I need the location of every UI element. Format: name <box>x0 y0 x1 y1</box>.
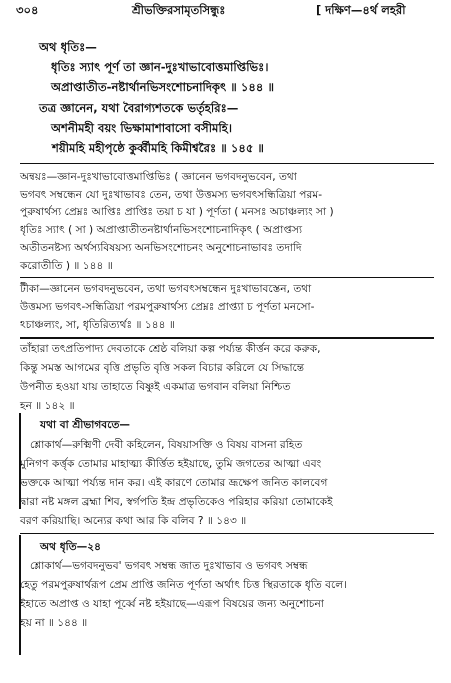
verse-line: অপ্রাপ্তাতীত-নষ্টার্থানভিসংশোচনাদিকৃৎ ॥ ১৪৪ ॥ <box>51 80 275 94</box>
shlokartha-line: শ্লোকার্থ—ভগবদনুভব' ভগবৎ সম্বন্ধ জাত দুঃখাভাব ও ভগবৎ সম্বন্ধ <box>30 560 308 572</box>
anvaya-line: ভগবৎ সম্বন্ধেন যো দুঃখাভাবঃ তেন, তথা উত্তমস্য ভগবৎসন্ধিত্রিয়া পরম- <box>20 189 323 201</box>
margin-bar <box>19 535 21 655</box>
divider <box>20 337 434 339</box>
anvaya-line: অতীতনষ্টস্য অর্থস্যবিষয়স্য অনভিসংশোচনং অনুশোচনাভাবঃ তদাদি <box>20 242 302 254</box>
section-heading: যথা বা শ্রীভাগবতে— <box>40 419 131 431</box>
translation-line: কিন্তু সমস্ত আগমের বৃত্তি প্রভৃতি বৃত্তি সকল বিচার করিলে যে সিদ্ধান্তে <box>20 362 305 374</box>
translation-line: উপনীত হওয়া যায় তাহাতে বিষ্ণুই একমাত্র ভগবান বলিয়া নিশ্চিত <box>20 381 291 393</box>
shlokartha-line: হেতু পরমপুরুষার্থরূপ প্রেম প্রাপ্তি জনিত পূর্ণতা অর্থাৎ চিত্ত স্থিরতাকে ধৃতি বলে। <box>20 579 347 591</box>
anvaya-line: ধৃতিঃ স্যাৎ ( সা ) অপ্রাপ্তাতীতনষ্টার্থানভিসংশোচনাদিকৃৎ ( অপ্রাপ্তস্য <box>20 224 303 236</box>
tika-line: ঽচাঞ্চল্যং, সা, ধৃতিরিত্যর্থঃ ॥ ১৪৪ ॥ <box>20 319 175 331</box>
verse-heading: অথ ধৃতিঃ— <box>39 40 97 54</box>
shlokartha-line: হয় না ॥ ১৪৪ ॥ <box>20 617 88 629</box>
anvaya-line: করোতীতি ) ॥ ১৪৪ ॥ <box>20 260 113 272</box>
verse-intro: তত্র জ্ঞানেন, যথা বৈরাগ্যশতকে ভর্তৃহরিঃ— <box>39 101 239 115</box>
section-heading: অথ ধৃতি—২৪ <box>40 541 101 553</box>
translation-line: তাঁহারা তৎপ্রতিপাদ্য দেবতাকে শ্রেষ্ঠ বলিয়া কল্প পর্য্যন্ত কীর্ত্তন করে করুক, <box>20 343 321 355</box>
shlokartha-line: ভক্তকে আত্মা পর্য্যন্ত দান কর। এই কারণে তোমার ভ্রূক্ষেপ জনিত কালবেগ <box>20 477 328 489</box>
translation-line: হন ॥ ১৪২ ॥ <box>20 400 75 412</box>
shlokartha-line: ইহাতে অপ্রাপ্ত ও যাহা পূর্ব্বে নষ্ট হইয়াছে—এরূপ বিষয়ের জন্য অনুশোচনা <box>20 598 324 610</box>
shlokartha-line: দ্বারা নষ্ট মঙ্গল ব্রহ্মা শিব, স্বর্গপতি ইন্দ্র প্রভৃতিকেও পরিহার করিয়া তোমাকেই <box>20 496 333 508</box>
verse-line: ধৃতিঃ স্যাৎ পূর্ণ তা জ্ঞান-দুঃখাভাবোত্তমাপ্তিভিঃ। <box>51 60 269 74</box>
divider <box>20 533 434 534</box>
anvaya-line: অন্বয়ঃ—জ্ঞান-দুঃখাভাবোত্তমাপ্তিভিঃ ( জ্ঞানেন ভগবদনুভবেন, তথা <box>20 171 297 183</box>
shlokartha-line: মুনিগণ কর্ত্তৃক তোমার মাহাত্ম্য কীর্ত্তিত হইয়াছে, তুমি জগতের আত্মা এবং <box>20 458 322 470</box>
verse-line: শয়ীমহি মহীপৃষ্ঠে কুর্ব্বীমহি কিমীশ্বরৈঃ ॥ ১৪৫ ॥ <box>52 141 264 155</box>
shlokartha-line: বরণ করিয়াছি। অন্যের কথা আর কি বলিব ? ॥ ১৪৩ ॥ <box>20 515 247 527</box>
divider <box>20 163 434 164</box>
verse-line: অশনীমহী বয়ং ভিক্ষামাশাবাসো বসীমহি। <box>51 121 233 135</box>
book-title: শ্রীভক্তিরসামৃতসিন্ধুঃ <box>132 3 226 17</box>
page-number: ৩০৪ <box>16 3 39 17</box>
anvaya-line: পুরুষার্থস্য প্রেম্নঃ আপ্তিঃ প্রাপ্তিঃ তয়া চ যা ) পূর্ণতা ( মনসঃ অচাঞ্চল্যং সা ) <box>20 206 334 218</box>
tika-line: উত্তমস্য ভগবৎ-সন্ধিত্রিয়া পরমপুরুষার্থস্য প্রেম্নঃ প্রাপ্ত্যা চ পূর্ণতা মনসো- <box>20 301 315 313</box>
section-label: [ দক্ষিণ—৪র্থ লহরী <box>316 3 406 17</box>
divider <box>20 277 434 278</box>
tika-line: টীকা—জ্ঞানেন ভগবদনুভবেন, তথা ভগবৎসম্বন্ধেন দুঃখাভাবস্তেন, তথা <box>20 283 312 295</box>
shlokartha-line: শ্লোকার্থ—রুক্মিণী দেবী কহিলেন, বিষয়াসক্তি ও বিষয় বাসনা রহিত <box>30 439 303 451</box>
